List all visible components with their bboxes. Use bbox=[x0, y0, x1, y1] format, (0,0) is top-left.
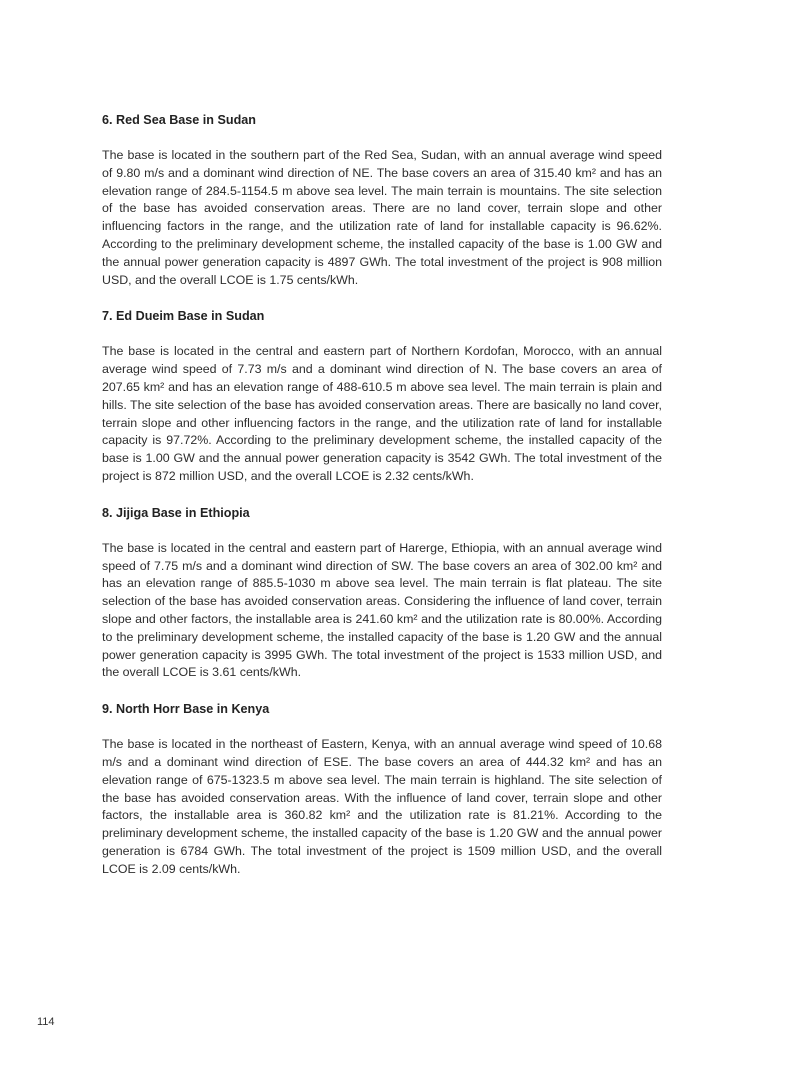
section-heading: 6. Red Sea Base in Sudan bbox=[102, 113, 256, 127]
section-ed-dueim-base bbox=[102, 307, 662, 485]
section-jijiga-base bbox=[102, 504, 662, 682]
section-paragraph: The base is located in the northeast of Eastern, Kenya, with an annual average wind speed of 10.68 m/s and a dominant wind direction of ESE. The base covers an area of 444.32 km² and has an elevation range of 675-1323.5 m above sea level. The main terrain is highland. The site selection of the base has avoided conservation areas. With the influence of land cover, terrain slope and other factors, the installable area is 360.82 km² and the utilization rate is 81.21%. According to the preliminary development scheme, the installed capacity of the base is 1.20 GW and the annual power generation is 6784 GWh. The total investment of the project is 1509 million USD, and the overall LCOE is 2.09 cents/kWh. bbox=[102, 737, 662, 876]
section-heading: 9. North Horr Base in Kenya bbox=[102, 702, 270, 717]
section-heading: 8. Jijiga Base in Ethiopia bbox=[102, 505, 250, 520]
section-paragraph: The base is located in the southern part of the Red Sea, Sudan, with an annual average wind speed of 9.80 m/s and a dominant wind direction of NE. The base covers an area of 315.40 km² and has an elevation range of 284.5-1154.5 m above sea level. The main terrain is mountains. The site selection of the base has avoided conservation areas. There are no land cover, terrain slope and other influencing factors in the range, and the utilization rate of land for installable capacity is 96.62%. According to the preliminary development scheme, the installed capacity of the base is 1.00 GW and the annual power generation capacity is 4897 GWh. The total investment of the project is 908 million USD, and the overall LCOE is 1.75 cents/kWh. bbox=[102, 148, 662, 287]
page-number: 114 bbox=[37, 1016, 55, 1028]
section-red-sea-base bbox=[102, 111, 662, 289]
section-paragraph: The base is located in the central and eastern part of Northern Kordofan, Morocco, with an annual average wind speed of 7.73 m/s and a dominant wind direction of N. The base covers an area of 207.65 km² and has an elevation range of 488-610.5 m above sea level. The main terrain is plain and hills. The site selection of the base has avoided conservation areas. There are basically no land cover, terrain slope and other influencing factors in the range, and the utilization rate of land for installable capacity is 97.72%. According to the preliminary development scheme, the installed capacity of the base is 1.00 GW and the annual power generation capacity is 3542 GWh. The total investment of the project is 872 million USD, and the overall LCOE is 2.32 cents/kWh. bbox=[102, 344, 662, 483]
section-north-horr-base bbox=[102, 700, 662, 878]
page-body bbox=[102, 111, 662, 897]
section-paragraph: The base is located in the central and eastern part of Harerge, Ethiopia, with an annual average wind speed of 7.75 m/s and a dominant wind direction of SW. The base covers an area of 302.00 km² and has an elevation range of 885.5-1030 m above sea level. The main terrain is flat plateau. The site selection of the base has avoided conservation areas. Considering the influence of land cover, terrain slope and other factors, the installable area is 241.60 km² and the utilization rate is 80.00%. According to the preliminary development scheme, the installed capacity of the base is 1.20 GW and the annual power generation capacity is 3995 GWh. The total investment of the project is 1533 million USD, and the overall LCOE is 3.61 cents/kWh. bbox=[102, 540, 662, 680]
section-heading: 7. Ed Dueim Base in Sudan bbox=[102, 309, 265, 324]
